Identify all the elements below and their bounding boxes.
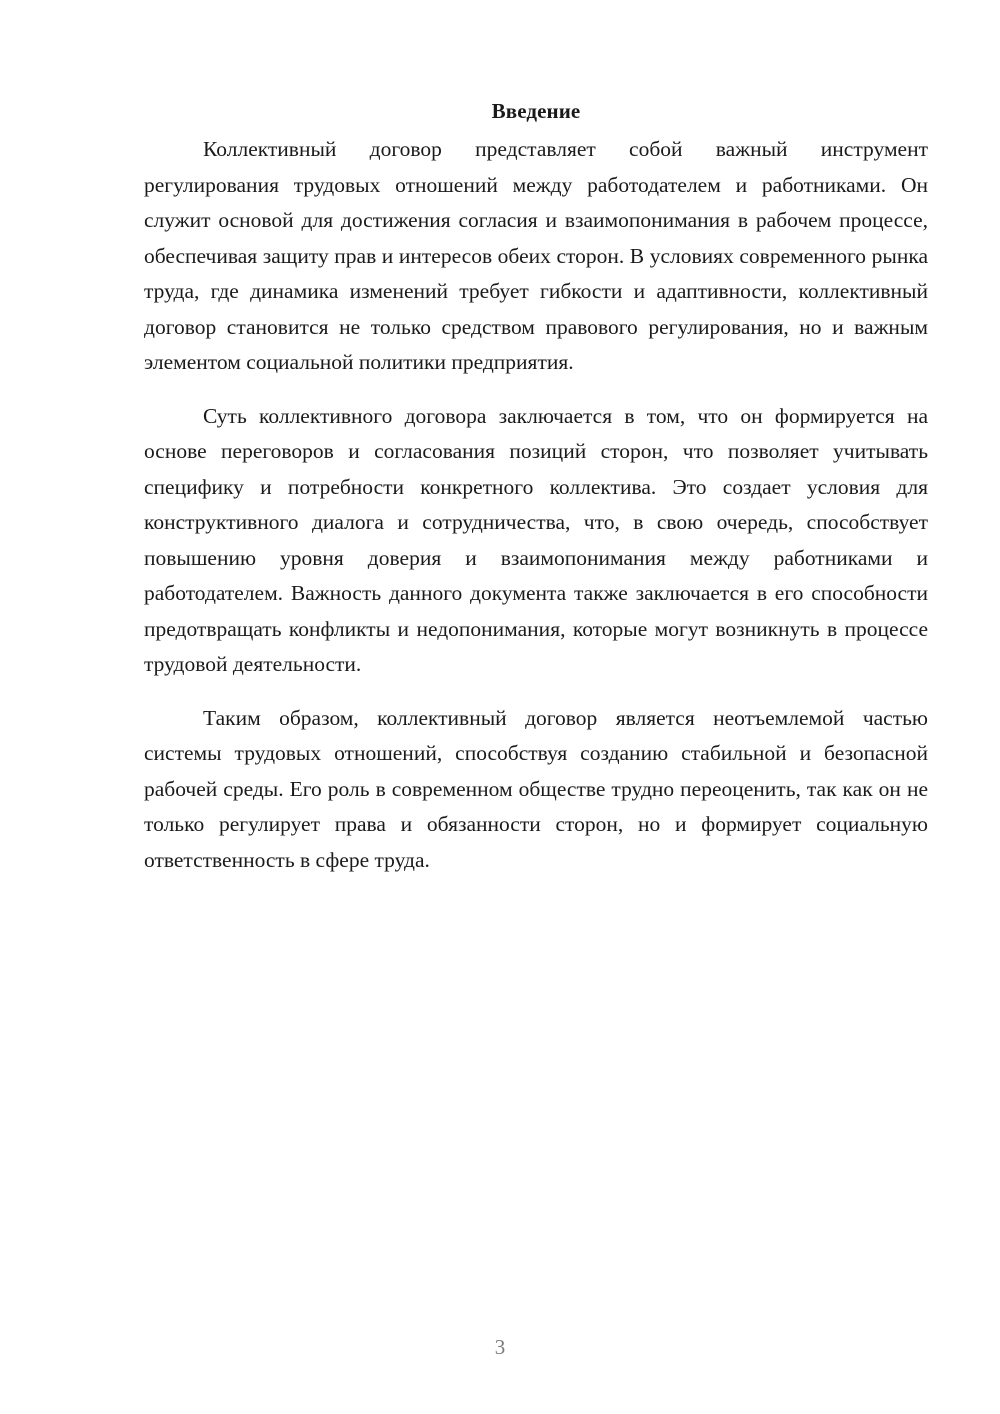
page-content bbox=[144, 96, 928, 878]
paragraph-1: Коллективный договор представляет собой важный инструмент регулирования трудовых отношений между работодателем и работниками. Он служит основой для достижения согласия и взаимопонимания в рабочем процессе, обеспечивая защиту прав и интересов обеих сторон. В условиях современного рынка труда, где динамика изменений требует гибкости и адаптивности, коллективный договор становится не только средством правового регулирования, но и важным элементом социальной политики предприятия. bbox=[144, 137, 928, 374]
page-number: 3 bbox=[494, 1335, 506, 1359]
paragraph-2: Суть коллективного договора заключается в том, что он формируется на основе переговоров и согласования позиций сторон, что позволяет учитывать специфику и потребности конкретного коллектива. Это создает условия для конструктивного диалога и сотрудничества, что, в свою очередь, способствует повышению уровня доверия и взаимопонимания между работниками и работодателем. Важность данного документа также заключается в его способности предотвращать конфликты и недопонимания, которые могут возникнуть в процессе трудовой деятельности. bbox=[144, 403, 928, 676]
paragraph-3: Таким образом, коллективный договор является неотъемлемой частью системы трудовых отношений, способствуя созданию стабильной и безопасной рабочей среды. Его роль в современном обществе трудно переоценить, так как он не только регулирует права и обязанности сторон, но и формирует социальную ответственность в сфере труда. bbox=[144, 705, 928, 872]
section-title: Введение bbox=[491, 99, 581, 123]
